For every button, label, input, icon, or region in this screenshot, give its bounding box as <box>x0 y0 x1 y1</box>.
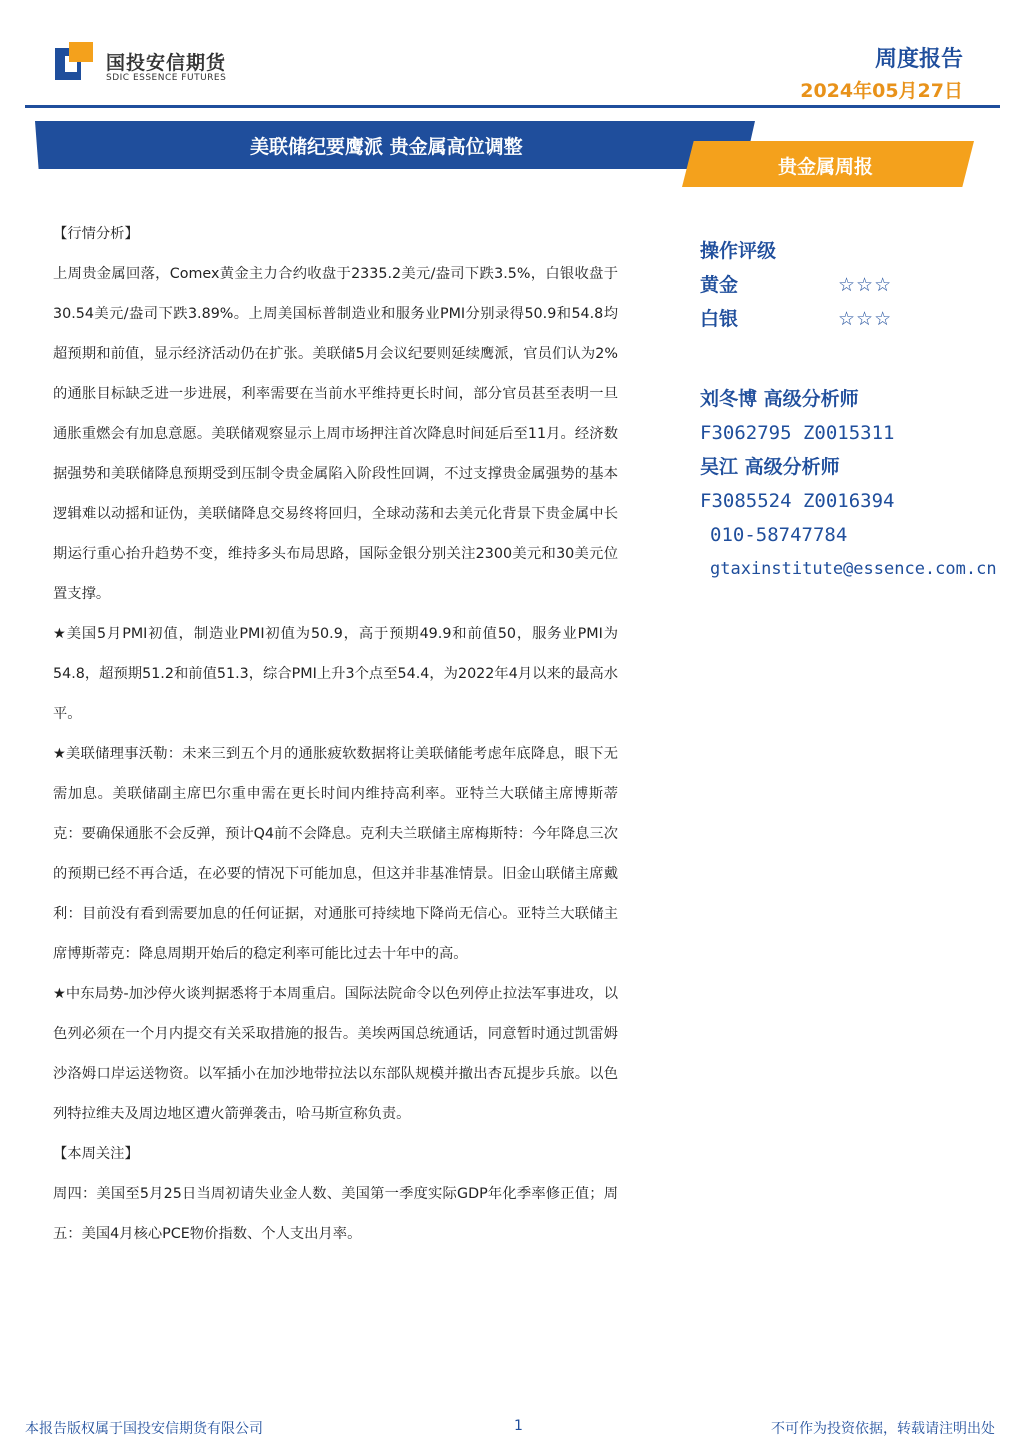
analyst-license: F3085524 Z0016394 <box>700 490 895 512</box>
body-paragraph: 周四：美国至5月25日当周初请失业金人数、美国第一季度实际GDP年化季率修正值；周五：美国4月核心PCE物价指数、个人支出月率。 <box>53 1186 618 1242</box>
contact-email[interactable]: gtaxinstitute@essence.com.cn <box>710 559 997 579</box>
main-content <box>53 214 618 1254</box>
page-number: 1 <box>514 1418 523 1434</box>
footer-disclaimer: 不可作为投资依据，转载请注明出处 <box>771 1421 995 1437</box>
section-heading-analysis: 【行情分析】 <box>53 226 139 242</box>
analyst-license: F3062795 Z0015311 <box>700 422 895 444</box>
sidebar <box>700 234 1025 586</box>
report-type: 周度报告 <box>874 47 963 72</box>
silver-label: 白银 <box>700 308 739 330</box>
header-divider <box>25 105 1000 108</box>
logo-name-en: SDIC ESSENCE FUTURES <box>106 73 227 83</box>
report-category: 贵金属周报 <box>778 156 874 178</box>
body-paragraph: 上周贵金属回落，Comex黄金主力合约收盘于2335.2美元/盎司下跌3.5%，白银收盘于30.54美元/盎司下跌3.89%。上周美国标普制造业和服务业PMI分别录得50.9和54.8均超预期和前值，显示经济活动仍在扩张。美联储5月会议纪要则延续鹰派，官员们认为2%的通胀目标缺乏进一步进展，利率需要在当前水平维持更长时间，部分官员甚至表明一旦通胀重燃会有加息意愿。美联储观察显示上周市场押注首次降息时间延后至11月。经济数据强势和美联储降息预期受到压制令贵金属陷入阶段性回调，不过支撑贵金属强势的基本逻辑难以动摇和证伪，美联储降息交易终将回归，全球动荡和去美元化背景下贵金属中长期运行重心抬升趋势不变，维持多头布局思路，国际金银分别关注2300美元和30美元位置支撑。 <box>53 266 618 602</box>
rating-title: 操作评级 <box>700 240 777 262</box>
gold-rating-star-icon: ☆☆☆ <box>838 274 893 296</box>
section-heading-watch: 【本周关注】 <box>53 1146 139 1162</box>
report-date: 2024年05月27日 <box>800 80 963 102</box>
logo-name-cn: 国投安信期货 <box>106 52 227 74</box>
body-paragraph: ★中东局势-加沙停火谈判据悉将于本周重启。国际法院命令以色列停止拉法军事进攻，以色列必须在一个月内提交有关采取措施的报告。美埃两国总统通话，同意暂时通过凯雷姆沙洛姆口岸运送物资。以军插小在加沙地带拉法以东部队规模并撤出杏瓦提步兵旅。以色列特拉维夫及周边地区遭火箭弹袭击，哈马斯宣称负责。 <box>53 986 618 1122</box>
analyst-name: 刘冬博 高级分析师 <box>700 388 859 410</box>
company-logo-icon <box>55 42 95 82</box>
analyst-name: 吴江 高级分析师 <box>700 456 840 478</box>
rating-row-silver <box>700 302 1025 336</box>
body-paragraph: ★美国5月PMI初值，制造业PMI初值为50.9，高于预期49.9和前值50，服务业PMI为54.8，超预期51.2和前值51.3，综合PMI上升3个点至54.4，为2022年4月以来的最高水平。 <box>53 626 618 722</box>
silver-rating-star-icon: ☆☆☆ <box>838 308 893 330</box>
body-paragraph: ★美联储理事沃勒：未来三到五个月的通胀疲软数据将让美联储能考虑年底降息，眼下无需加息。美联储副主席巴尔重申需在更长时间内维持高利率。亚特兰大联储主席博斯蒂克：要确保通胀不会反弹，预计Q4前不会降息。克利夫兰联储主席梅斯特：今年降息三次的预期已经不再合适，在必要的情况下可能加息，但这并非基准情景。旧金山联储主席戴利：目前没有看到需要加息的任何证据，对通胀可持续地下降尚无信心。亚特兰大联储主席博斯蒂克：降息周期开始后的稳定利率可能比过去十年中的高。 <box>53 746 618 962</box>
contact-phone: 010-58747784 <box>710 524 848 546</box>
gold-label: 黄金 <box>700 274 739 296</box>
report-title: 美联储纪要鹰派 贵金属高位调整 <box>250 136 523 158</box>
footer-copyright: 本报告版权属于国投安信期货有限公司 <box>25 1421 263 1437</box>
rating-row-gold <box>700 268 1025 302</box>
